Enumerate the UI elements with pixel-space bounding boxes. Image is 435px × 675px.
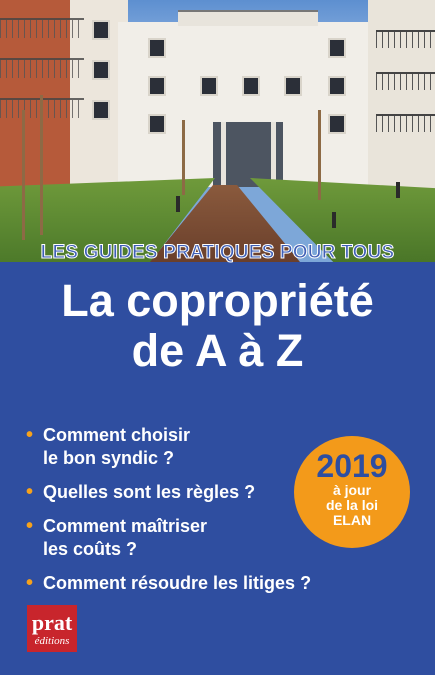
window [200, 76, 218, 96]
bullet-line: Comment maîtriser [43, 516, 208, 536]
balcony-railing [376, 30, 435, 48]
window [148, 114, 166, 134]
bullet-dot-icon: • [26, 424, 34, 446]
bullet-dot-icon: • [26, 515, 34, 537]
publisher-logo [27, 605, 77, 652]
bullet-line: Comment résoudre les litiges ? [43, 573, 312, 593]
window [328, 38, 346, 58]
badge-line: ELAN [332, 512, 372, 528]
tree-trunk [182, 120, 185, 195]
tree-trunk [22, 110, 25, 240]
tree-trunk [318, 110, 321, 200]
list-item [26, 572, 326, 595]
bullet-line: Comment choisir [43, 425, 191, 445]
series-banner: LES GUIDES PRATIQUES POUR TOUS [40, 242, 395, 263]
building-center [118, 22, 370, 187]
building-left [0, 0, 128, 190]
bullet-dot-icon: • [26, 481, 34, 503]
tree-trunk [40, 95, 43, 235]
title-line-1: La copropriété [61, 275, 374, 326]
list-item [26, 515, 326, 561]
window [148, 76, 166, 96]
column [221, 122, 226, 187]
logo-word: prat [31, 610, 73, 635]
badge-year: 2019 [316, 448, 388, 484]
column [271, 122, 276, 187]
logo-sub: éditions [34, 635, 70, 647]
cover-photo-residence [0, 0, 435, 262]
glass-lobby [213, 122, 283, 187]
badge-line: de la loi [325, 497, 379, 513]
book-title [0, 276, 435, 376]
roof-terrace [178, 10, 318, 26]
list-item [26, 481, 326, 504]
title-line-2: de A à Z [131, 325, 304, 376]
window [242, 76, 260, 96]
balcony-railing [376, 114, 435, 132]
window [328, 76, 346, 96]
bullet-dot-icon: • [26, 572, 34, 594]
window [92, 100, 110, 120]
balcony-railing [0, 58, 84, 78]
bullet-line: les coûts ? [43, 539, 138, 559]
window [148, 38, 166, 58]
balcony-railing [376, 72, 435, 90]
window [92, 60, 110, 80]
window [328, 114, 346, 134]
garden-lamp [396, 182, 400, 198]
question-list [26, 424, 326, 606]
garden-lamp [176, 196, 180, 212]
bullet-line: le bon syndic ? [43, 448, 175, 468]
garden-lamp [332, 212, 336, 228]
update-badge [294, 436, 410, 548]
window [284, 76, 302, 96]
window [92, 20, 110, 40]
building-right [368, 0, 435, 190]
list-item [26, 424, 326, 470]
bullet-line: Quelles sont les règles ? [43, 482, 256, 502]
balcony-railing [0, 18, 84, 38]
badge-line: à jour [332, 482, 372, 498]
